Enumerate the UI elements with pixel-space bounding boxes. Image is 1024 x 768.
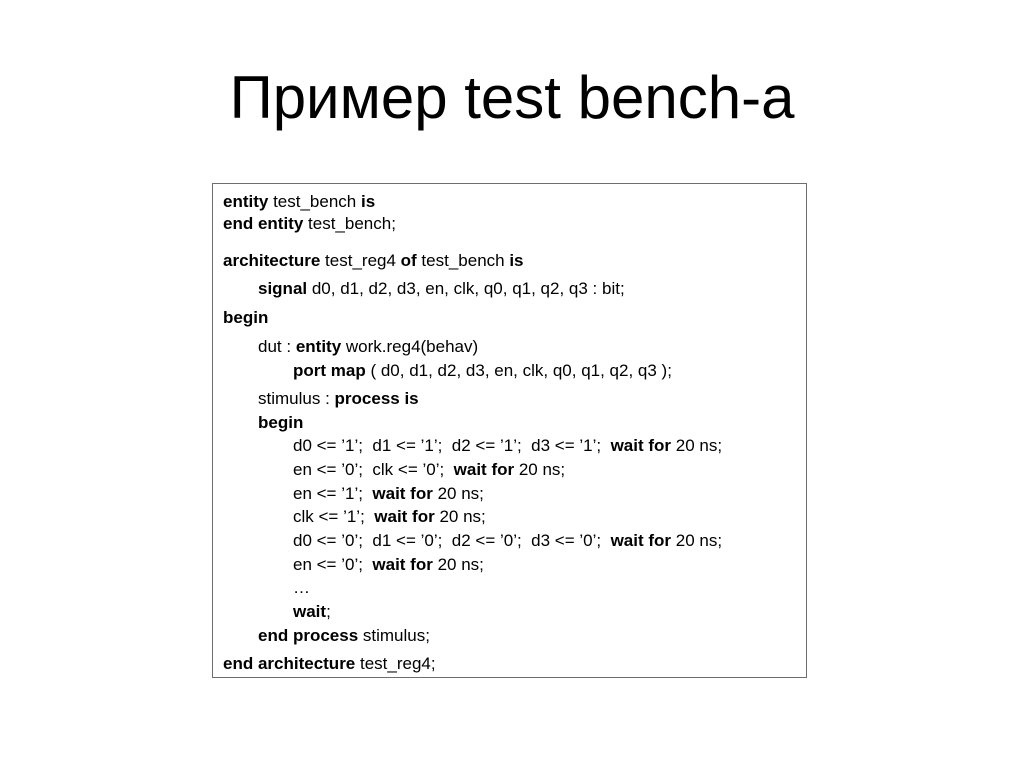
code-line: [223, 191, 375, 213]
code-text: stimulus;: [358, 626, 430, 645]
code-line: [223, 653, 436, 675]
code-keyword: of: [400, 251, 417, 270]
code-listing: [212, 183, 807, 678]
code-text: work.reg4(behav): [341, 337, 479, 356]
code-keyword: end architecture: [223, 654, 356, 673]
code-text: test_bench: [268, 192, 361, 211]
code-keyword: port map: [293, 361, 366, 380]
code-keyword: is: [360, 192, 376, 211]
code-text: 20 ns;: [432, 484, 484, 503]
code-text: clk <= ’1’;: [293, 507, 375, 526]
code-keyword: end entity: [223, 214, 304, 233]
code-keyword: entity: [223, 192, 269, 211]
code-text: 20 ns;: [671, 436, 723, 455]
code-text: ( d0, d1, d2, d3, en, clk, q0, q1, q2, q3 );: [365, 361, 672, 380]
code-line: [293, 601, 331, 623]
code-keyword: signal: [258, 279, 308, 298]
code-text: test_reg4;: [355, 654, 436, 673]
code-text: 20 ns;: [671, 531, 723, 550]
code-text: en <= ’0’;: [293, 555, 373, 574]
code-line: [223, 307, 268, 329]
code-line: [258, 388, 419, 410]
code-keyword: wait for: [610, 531, 672, 550]
code-text: en <= ’0’; clk <= ’0’;: [293, 460, 454, 479]
code-line: [293, 459, 565, 481]
code-line: [223, 213, 396, 235]
code-keyword: wait for: [610, 436, 672, 455]
code-line: [258, 625, 430, 647]
code-line: [293, 506, 486, 528]
code-line: [293, 435, 722, 457]
code-line: [223, 250, 524, 272]
code-line: [293, 360, 672, 382]
code-text: d0, d1, d2, d3, en, clk, q0, q1, q2, q3 : bit;: [307, 279, 625, 298]
code-text: stimulus :: [258, 389, 335, 408]
code-text: d0 <= ’1’; d1 <= ’1’; d2 <= ’1’; d3 <= ’1’;: [293, 436, 611, 455]
code-line: [293, 483, 484, 505]
code-keyword: begin: [223, 308, 269, 327]
code-line: [258, 412, 303, 434]
code-text: ;: [326, 602, 331, 621]
code-keyword: end process: [258, 626, 359, 645]
code-text: dut :: [258, 337, 296, 356]
code-text: test_bench: [416, 251, 510, 270]
code-text: 20 ns;: [514, 460, 566, 479]
code-line: [258, 278, 625, 300]
code-line: [293, 577, 310, 599]
slide-title: Пример test bench-a: [229, 64, 795, 131]
code-keyword: entity: [295, 337, 342, 356]
code-text: …: [293, 578, 310, 597]
code-keyword: process is: [334, 389, 419, 408]
code-keyword: is: [509, 251, 524, 270]
code-keyword: wait for: [372, 555, 433, 574]
code-line: [293, 554, 484, 576]
code-text: 20 ns;: [434, 507, 486, 526]
code-text: test_bench;: [303, 214, 396, 233]
code-line: [258, 336, 478, 358]
code-keyword: begin: [258, 413, 304, 432]
code-keyword: wait for: [453, 460, 515, 479]
code-text: test_reg4: [320, 251, 401, 270]
code-keyword: wait: [293, 602, 327, 621]
code-keyword: wait for: [374, 507, 435, 526]
code-keyword: wait for: [372, 484, 433, 503]
code-text: 20 ns;: [432, 555, 484, 574]
code-text: d0 <= ’0’; d1 <= ’0’; d2 <= ’0’; d3 <= ’0’;: [293, 531, 611, 550]
code-keyword: architecture: [223, 251, 321, 270]
code-line: [293, 530, 722, 552]
code-text: en <= ’1’;: [293, 484, 373, 503]
